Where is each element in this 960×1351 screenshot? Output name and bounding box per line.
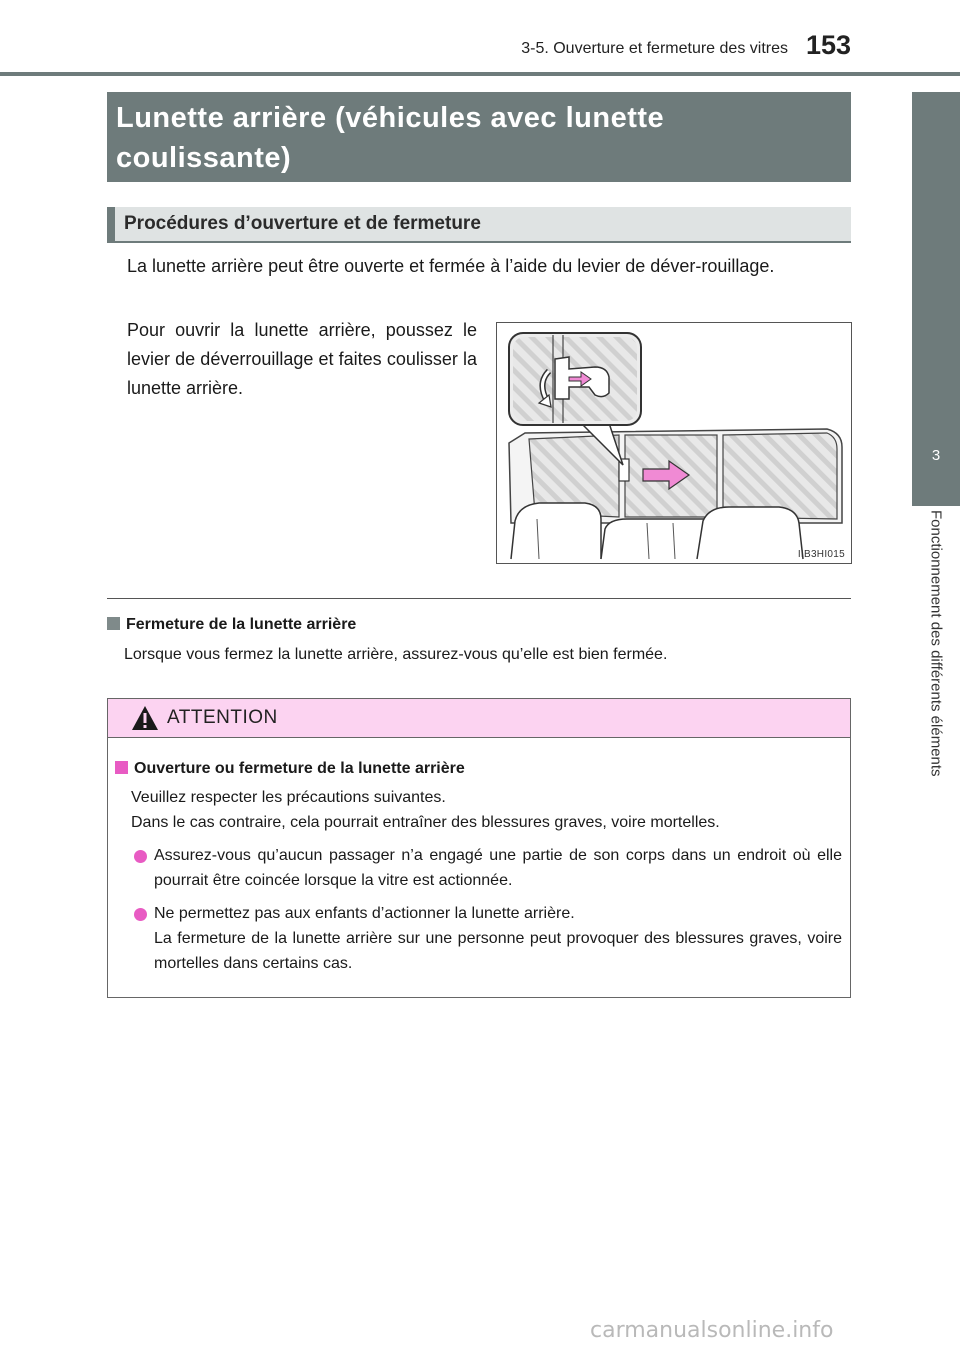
warning-line2: Dans le cas contraire, cela pourrait entraîner des blessures graves, voire mortelles.: [131, 814, 720, 831]
page-title: [116, 98, 836, 178]
warning-heading: [115, 760, 465, 778]
closing-heading-text: Fermeture de la lunette arrière: [126, 616, 357, 633]
section-heading-accent: [107, 207, 115, 243]
rear-window-illustration: [496, 322, 852, 564]
square-bullet-icon: [115, 761, 128, 774]
page-number: 153: [806, 30, 852, 60]
round-bullet-icon: [134, 908, 147, 921]
chapter-tab-number-block: [912, 422, 960, 506]
chapter-title: Fonctionnement des différents éléments: [927, 510, 945, 777]
closing-heading: [107, 616, 356, 634]
warning-intro: [131, 785, 841, 835]
warning-bullet-2-line1: Ne permettez pas aux enfants d’actionner la lunette arrière.: [154, 905, 575, 922]
instruction-paragraph: Pour ouvrir la lunette arrière, poussez le levier de déverrouillage et faites coulisser la lunette arrière.: [127, 320, 477, 398]
round-bullet-icon: [134, 850, 147, 863]
warning-bullet-2: [154, 901, 842, 976]
header-rule: [0, 72, 960, 76]
chapter-tab-band: [912, 92, 960, 422]
warning-triangle-icon: [131, 705, 159, 731]
rear-window-drawing: [497, 323, 851, 563]
running-header-section: 3-5. Ouverture et fermeture des vitres: [521, 40, 788, 57]
site-watermark: carmanualsonline.info: [590, 1318, 834, 1343]
page-title-line2: coulissante): [116, 142, 292, 174]
chapter-title-wrap: [916, 510, 956, 840]
chapter-number: 3: [931, 447, 941, 464]
closing-text: Lorsque vous fermez la lunette arrière, assurez-vous qu’elle est bien fermée.: [124, 646, 668, 663]
warning-bullet-1: Assurez-vous qu’aucun passager n’a engagé une partie de son corps dans un endroit où elle pourrait être coincée lorsque la vitre est actionnée.: [154, 847, 842, 889]
warning-line1: Veuillez respecter les précautions suivantes.: [131, 789, 446, 806]
warning-label: ATTENTION: [167, 707, 278, 728]
figure-code: IIB3HI015: [797, 549, 845, 560]
warning-heading-text: Ouverture ou fermeture de la lunette arrière: [134, 760, 465, 777]
section-divider: [107, 598, 851, 599]
intro-paragraph: La lunette arrière peut être ouverte et fermée à l’aide du levier de déver-rouillage.: [127, 256, 775, 276]
page-title-line1: Lunette arrière (véhicules avec lunette: [116, 102, 665, 134]
square-bullet-icon: [107, 617, 120, 630]
section-heading: Procédures d’ouverture et de fermeture: [124, 213, 481, 234]
warning-bullet-2-line2: La fermeture de la lunette arrière sur une personne peut provoquer des blessures graves, voire mortelles dans certains cas.: [154, 930, 842, 972]
